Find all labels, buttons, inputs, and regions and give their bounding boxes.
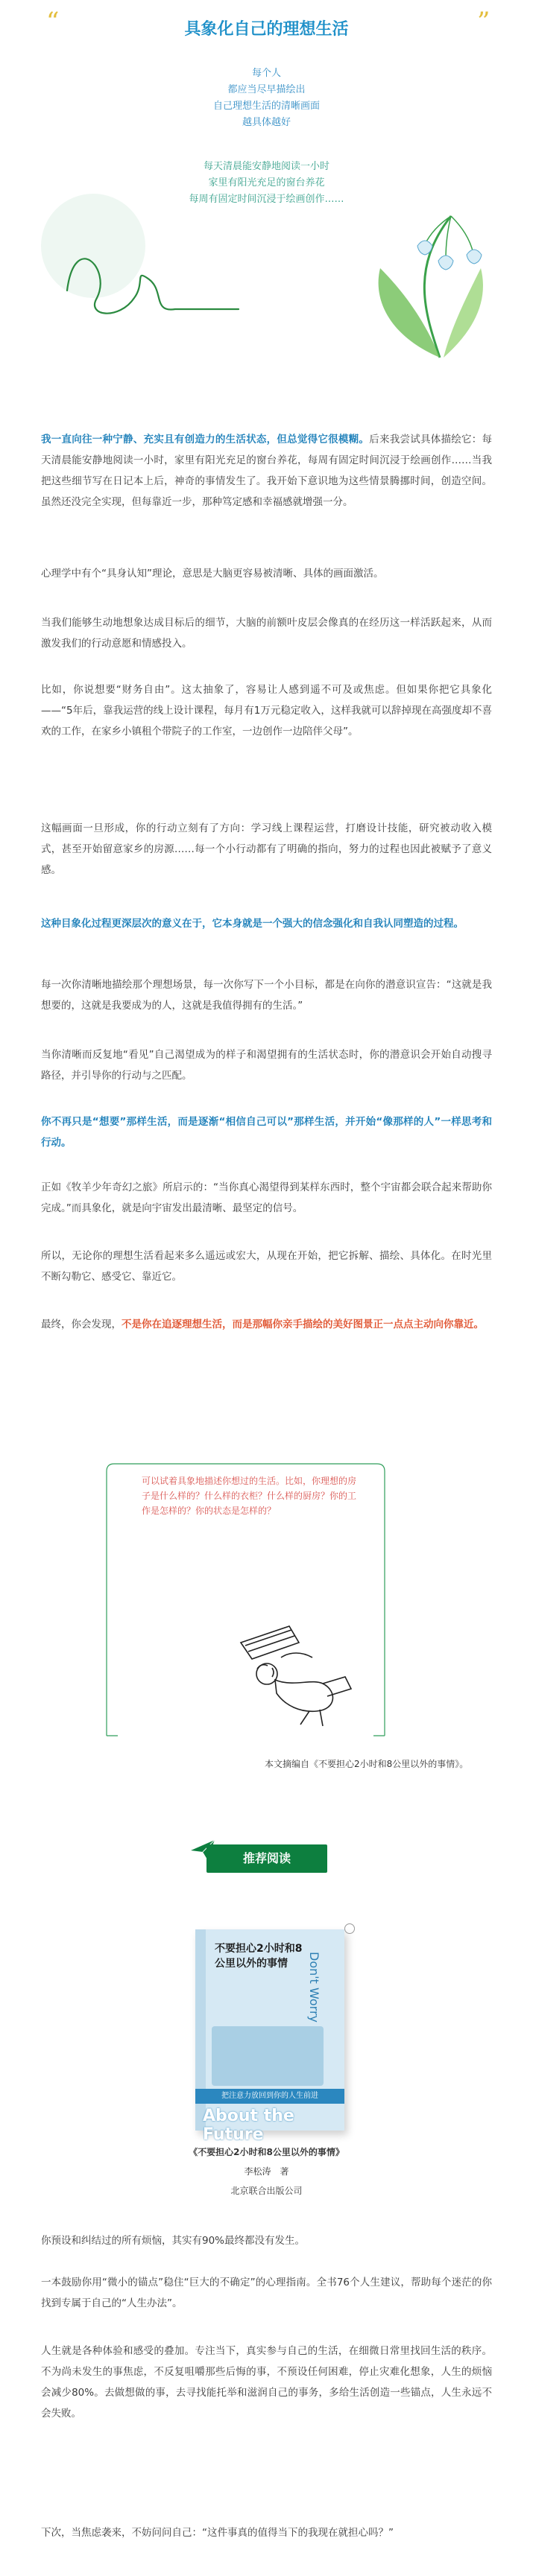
intro-line: 都应当尽早描绘出: [227, 84, 306, 95]
intro-line: 每个人: [251, 68, 281, 79]
open-quote-icon: “: [46, 7, 60, 37]
paragraph: 每一次你清晰地描绘那个理想场景，每一次你写下一个小目标，都是在向你的潜意识宣告：“这就是我想要的，这就是我要成为的人，这就是我值得拥有的生活。”: [41, 979, 492, 1012]
book-cover-art: [212, 2026, 324, 2086]
intro-line: 每天清晨能安静地阅读一小时: [203, 161, 329, 172]
paragraph: 心理学中有个“具身认知”理论，意思是大脑更容易被清晰、具体的画面激活。: [41, 568, 384, 580]
book-cover-en-bottom: About the Future: [203, 2107, 294, 2144]
intro-line: 每周有固定时间沉浸于绘画创作……: [189, 194, 344, 205]
card-prompt-text: 可以试着具象地描述你想过的生活。比如，你理想的房子是什么样的？什么样的衣柜？什么样的厨房？你的工作是怎样的？你的状态是怎样的？: [142, 1476, 357, 1516]
book-cover-en: Don't Worry: [307, 1952, 321, 2023]
page-title: 具象化自己的理想生活: [184, 20, 349, 39]
highlight-paragraph: 这种目象化过程更深层次的意义在于，它本身就是一个强大的信念强化和自我认同塑造的过程。: [41, 918, 464, 930]
paragraph: 比如，你说想要“财务自由”。这太抽象了，容易让人感到遥不可及或焦虑。但如果你把它具象化——“5年后，靠我运营的线上设计课程，每月有1万元稳定收入，这样我就可以辞掉现在高强度却不喜欢的工作，在家乡小镇租个带院子的工作室，一边创作一边陪伴父母”。: [41, 684, 492, 737]
paragraph: 一本鼓励你用“微小的锚点”稳住“巨大的不确定”的心理指南。全书76个人生建议，帮助每个迷茫的你找到专属于自己的“人生办法”。: [41, 2277, 492, 2309]
book-cover-slogan: 把注意力放回到你的人生前进: [195, 2089, 344, 2104]
paragraph: 当我们能够生动地想象达成目标后的细节，大脑的前额叶皮层会像真的在经历这一样活跃起来，从而激发我们的行动意愿和情感投入。: [41, 617, 492, 650]
paragraph: 所以，无论你的理想生活看起来多么遥远或宏大，从现在开始，把它拆解、描绘、具体化。在时光里不断勾勒它、感受它、靠近它。: [41, 1250, 492, 1283]
close-quote-icon: ”: [477, 7, 491, 37]
paragraph: 人生就是各种体验和感受的叠加。专注当下，真实参与自己的生活，在细微日常里找回生活的秩序。不为尚未发生的事焦虑，不反复咀嚼那些后悔的事，不预设任何困难，停止灾难化想象，人生的烦恼会减少80%。去做想做的事，去寻找能托举和滋润自己的事务，多给生活创造一些锚点，人生永远不会失败。: [41, 2345, 492, 2420]
paragraph: 这幅画面一旦形成，你的行动立刻有了方向：学习线上课程运营，打磨设计技能，研究被动收入模式，甚至开始留意家乡的房源……每一个小行动都有了明确的指向，努力的过程也因此被赋予了意义感。: [41, 822, 492, 876]
header-illustration: [22, 186, 499, 365]
paragraph: 你预设和纠结过的所有烦恼，其实有90%最终都没有发生。: [41, 2235, 306, 2247]
intro-line: 越具体越好: [242, 117, 291, 128]
paragraph: 下次，当焦虑袭来，不妨问问自己：“这件事真的值得当下的我现在就担心吗？”: [41, 2527, 394, 2539]
paragraph: 当你清晰而反复地“看见”自己渴望成为的样子和渴望拥有的生活状态时，你的潜意识会开始自动搜寻路径，并引导你的行动与之匹配。: [41, 1049, 492, 1082]
intro-blue: [0, 66, 533, 131]
book-title: 《不要担心2小时和8公里以外的事情》: [189, 2147, 344, 2157]
paragraph: 最终，你会发现，不是你在追逐理想生活，而是那幅你亲手描绘的美好图景正一点点主动向你靠近。: [41, 1319, 484, 1330]
paragraph: 我一直向往一种宁静、充实且有创造力的生活状态，但总觉得它很模糊。后来我尝试具体描绘它：每天清晨能安静地阅读一小时，家里有阳光充足的窗台养花，每周有固定时间沉浸于绘画创作……当我把这些细节写在日记本上后，神奇的事情发生了。我开始下意识地为这些情景腾挪时间，创造空间。虽然还没完全实现，但每靠近一步，那种笃定感和幸福感就增强一分。: [41, 434, 493, 508]
soft-circle-decor: [41, 194, 145, 298]
recommend-banner: 推荐阅读: [206, 1844, 327, 1873]
intro-line: 自己理想生活的清晰画面: [212, 101, 320, 112]
source-caption: 本文摘编自《不要担心2小时和8公里以外的事情》。: [265, 1759, 469, 1769]
book-author: 李松涛 著: [244, 2166, 289, 2177]
highlight-paragraph: 你不再只是“想要”那样生活，而是逐渐“相信自己可以”那样生活，并开始“像那样的人”一样思考和行动。: [41, 1116, 492, 1149]
book-cover[interactable]: [195, 1929, 344, 2144]
resting-person-illustration: [241, 1626, 351, 1726]
intro-line: 家里有阳光充足的窗台养花: [208, 177, 325, 188]
paragraph: 正如《牧羊少年奇幻之旅》所启示的：“当你真心渴望得到某样东西时，整个宇宙都会联合起来帮助你完成。”而具象化，就是向宇宙发出最清晰、最坚定的信号。: [41, 1181, 492, 1214]
book-publisher: 北京联合出版公司: [230, 2186, 303, 2196]
book-cover-title: 不要担心2小时和8公里以外的事情: [215, 1943, 303, 1970]
seal-icon: [344, 1923, 355, 1934]
lily-flower-icon: [379, 216, 483, 358]
